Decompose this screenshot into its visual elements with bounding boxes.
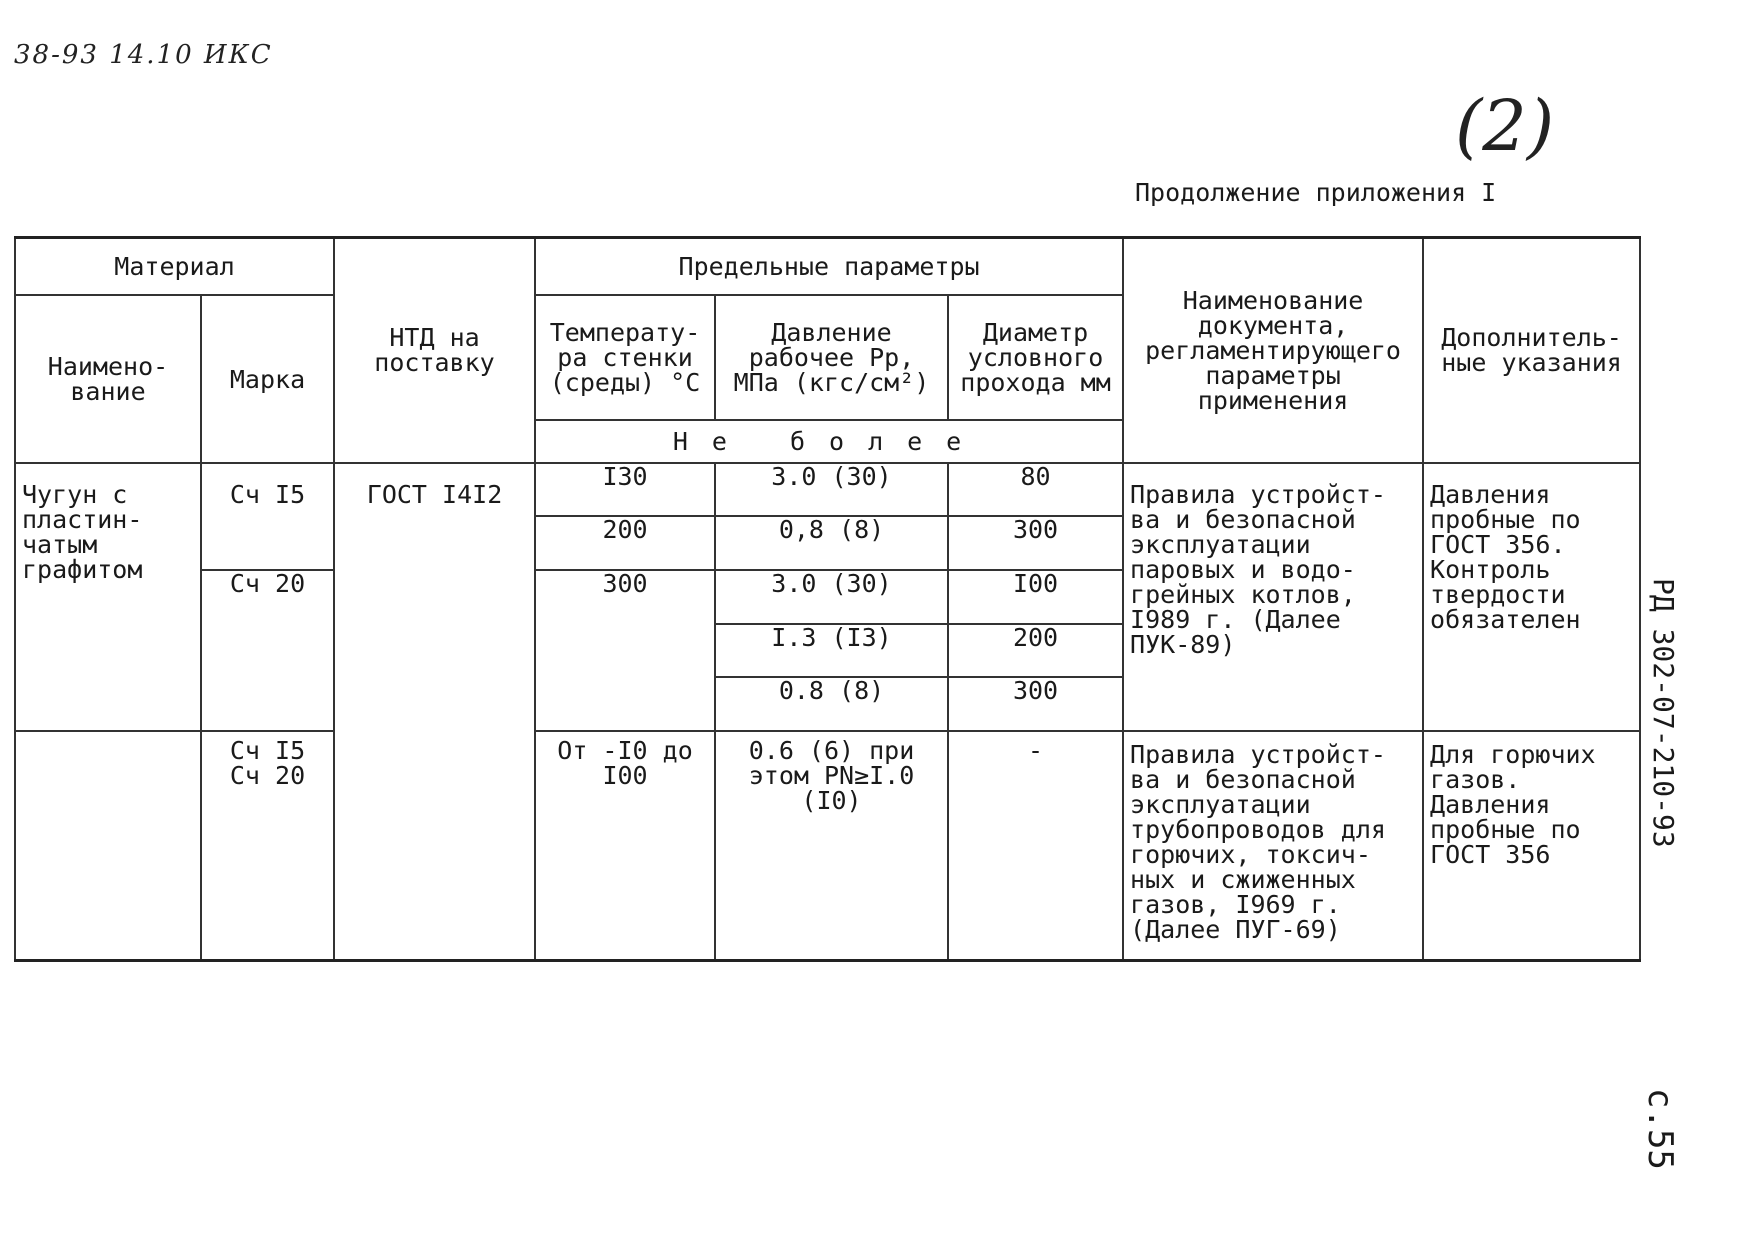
temp-cell: 300 xyxy=(535,570,715,731)
parameters-table xyxy=(14,236,1641,962)
document-code: РД 302-07-210-93 xyxy=(1647,578,1680,848)
diameter-cell: 300 xyxy=(948,516,1123,570)
header-diameter: Диаметр условного прохода мм xyxy=(948,295,1123,419)
diameter-cell: 300 xyxy=(948,677,1123,731)
temp-cell: От -I0 до I00 xyxy=(535,731,715,961)
document-cell: Правила устройст- ва и безопасной эксплуатации трубопроводов для горючих, токсич- ных и сжиженных газов, I969 г. (Далее ПУГ-69) xyxy=(1123,731,1423,961)
diameter-cell: 80 xyxy=(948,463,1123,517)
pressure-cell: 3.0 (30) xyxy=(715,570,948,624)
handwritten-note: 38-93 14.10 ИКС xyxy=(14,40,273,70)
pressure-cell: 0.6 (6) при этом PN≥I.0 (I0) xyxy=(715,731,948,961)
header-material: Материал xyxy=(15,238,334,296)
pressure-cell: I.3 (I3) xyxy=(715,624,948,678)
diameter-cell: - xyxy=(948,731,1123,961)
handwritten-page-number: (2) xyxy=(1455,85,1555,167)
pressure-cell: 0.8 (8) xyxy=(715,677,948,731)
pressure-cell: 3.0 (30) xyxy=(715,463,948,517)
material-name-empty xyxy=(15,731,201,961)
pressure-cell: 0,8 (8) xyxy=(715,516,948,570)
mark-cell: Сч I5 xyxy=(201,463,334,570)
extra-cell: Давления пробные по ГОСТ 356. Контроль твердости обязателен xyxy=(1423,463,1640,731)
header-extra: Дополнитель- ные указания xyxy=(1423,238,1640,463)
header-mark: Марка xyxy=(201,295,334,462)
header-not-more: Не более xyxy=(535,420,1123,463)
diameter-cell: I00 xyxy=(948,570,1123,624)
diameter-cell: 200 xyxy=(948,624,1123,678)
ntd-cell: ГОСТ I4I2 xyxy=(334,463,535,961)
temp-cell: I30 xyxy=(535,463,715,517)
header-name: Наимено- вание xyxy=(15,295,201,462)
document-cell: Правила устройст- ва и безопасной эксплуатации паровых и водо- грейных котлов, I989 г. (Далее ПУК-89) xyxy=(1123,463,1423,731)
header-pressure: Давление рабочее Рр, МПа (кгс/см²) xyxy=(715,295,948,419)
mark-cell: Сч I5 Сч 20 xyxy=(201,731,334,961)
page-number: с.55 xyxy=(1640,1088,1680,1170)
temp-cell: 200 xyxy=(535,516,715,570)
mark-cell: Сч 20 xyxy=(201,570,334,731)
header-ntd: НТД на поставку xyxy=(334,238,535,463)
header-limits: Предельные параметры xyxy=(535,238,1123,296)
material-name: Чугун с пластин- чатым графитом xyxy=(15,463,201,731)
header-temperature: Температу- ра стенки (среды) °С xyxy=(535,295,715,419)
continuation-heading: Продолжение приложения I xyxy=(1135,178,1497,207)
header-document: Наименование документа, регламентирующего параметры применения xyxy=(1123,238,1423,463)
extra-cell: Для горючих газов. Давления пробные по ГОСТ 356 xyxy=(1423,731,1640,961)
